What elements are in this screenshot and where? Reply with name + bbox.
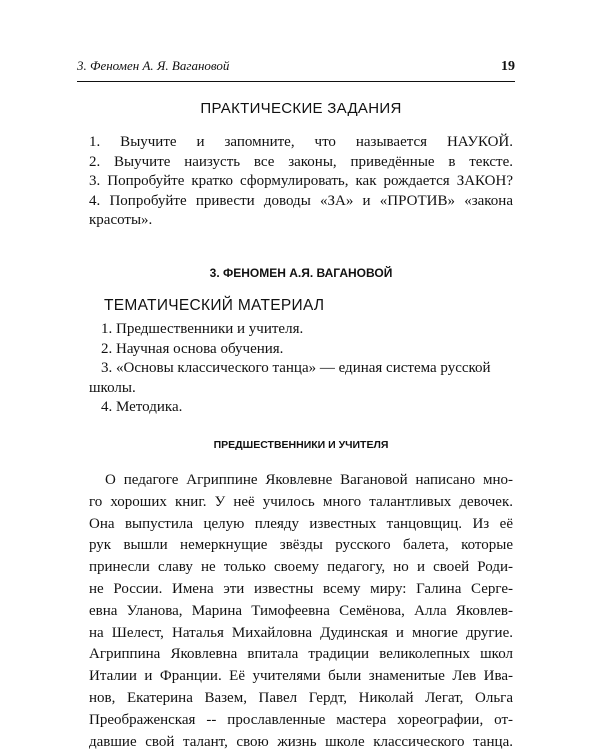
practice-line: 3. Попробуйте кратко сформулировать, как рождается ЗАКОН? <box>89 173 513 189</box>
thematic-item: школы. <box>89 379 136 396</box>
practice-line: красоты». <box>89 212 153 228</box>
paragraph-line: на Шелест, Наталья Михайловна Дудинская и многие другие. <box>89 624 513 641</box>
section-title: 3. ФЕНОМЕН А.Я. ВАГАНОВОЙ <box>209 266 393 280</box>
thematic-item: 1. Предшественники и учителя. <box>101 321 304 337</box>
paragraph-line: го хороших книг. У неё училось много талантливых девочек. <box>89 493 513 510</box>
paragraph-line: Преображенская -- прославленные мастера хореографии, от- <box>89 711 513 728</box>
thematic-item: 3. «Основы классического танца» — единая система русской <box>101 360 491 376</box>
paragraph-line: принесли славу не только своему педагогу, но и своей Роди- <box>89 559 513 576</box>
thematic-heading: ТЕМАТИЧЕСКИЙ МАТЕРИАЛ <box>104 297 325 314</box>
paragraph-line: не России. Имена эти известны всему миру: Галина Серге- <box>89 580 513 597</box>
paragraph-line: давшие свой талант, свою жизнь школе классического танца. <box>89 733 513 750</box>
thematic-list <box>89 320 511 418</box>
page-header <box>77 58 515 75</box>
thematic-item: 2. Научная основа обучения. <box>101 340 284 357</box>
practice-line: 2. Выучите наизусть все законы, приведённые в тексте. <box>89 153 513 170</box>
paragraph-line: Италии и Франции. Её учителями были знаменитые Лев Ива- <box>89 668 513 685</box>
paragraph-line: нов, Екатерина Вазем, Павел Гердт, Николай Легат, Ольга <box>89 689 513 706</box>
predecessors-heading: ПРЕДШЕСТВЕННИКИ И УЧИТЕЛЯ <box>213 439 389 451</box>
paragraph-line: О педагоге Агриппине Яковлевне Вагановой написано мно- <box>105 472 513 488</box>
thematic-item: 4. Методика. <box>101 399 183 415</box>
practice-heading: ПРАКТИЧЕСКИЕ ЗАДАНИЯ <box>200 100 402 117</box>
practice-tasks <box>89 133 513 231</box>
predecessors-paragraph <box>89 470 513 753</box>
paragraph-line: Она выпустила целую плеяду известных танцовщиц. Из её <box>89 515 513 532</box>
paragraph-line: рук вышли немеркнущие звёзды русского балета, которые <box>89 537 513 554</box>
paragraph-line: евна Уланова, Марина Тимофеевна Семёнова, Алла Яковлев- <box>89 602 513 619</box>
practice-line: 1. Выучите и запомните, что называется НАУКОЙ. <box>89 134 513 150</box>
running-title: 3. Феномен А. Я. Вагановой <box>77 58 230 73</box>
page-number: 19 <box>501 59 515 74</box>
header-rule <box>77 81 515 82</box>
paragraph-line: Агриппина Яковлевна впитала традиции великолепных школ <box>89 646 513 663</box>
practice-line: 4. Попробуйте привести доводы «ЗА» и «ПРОТИВ» «закона <box>89 192 513 209</box>
